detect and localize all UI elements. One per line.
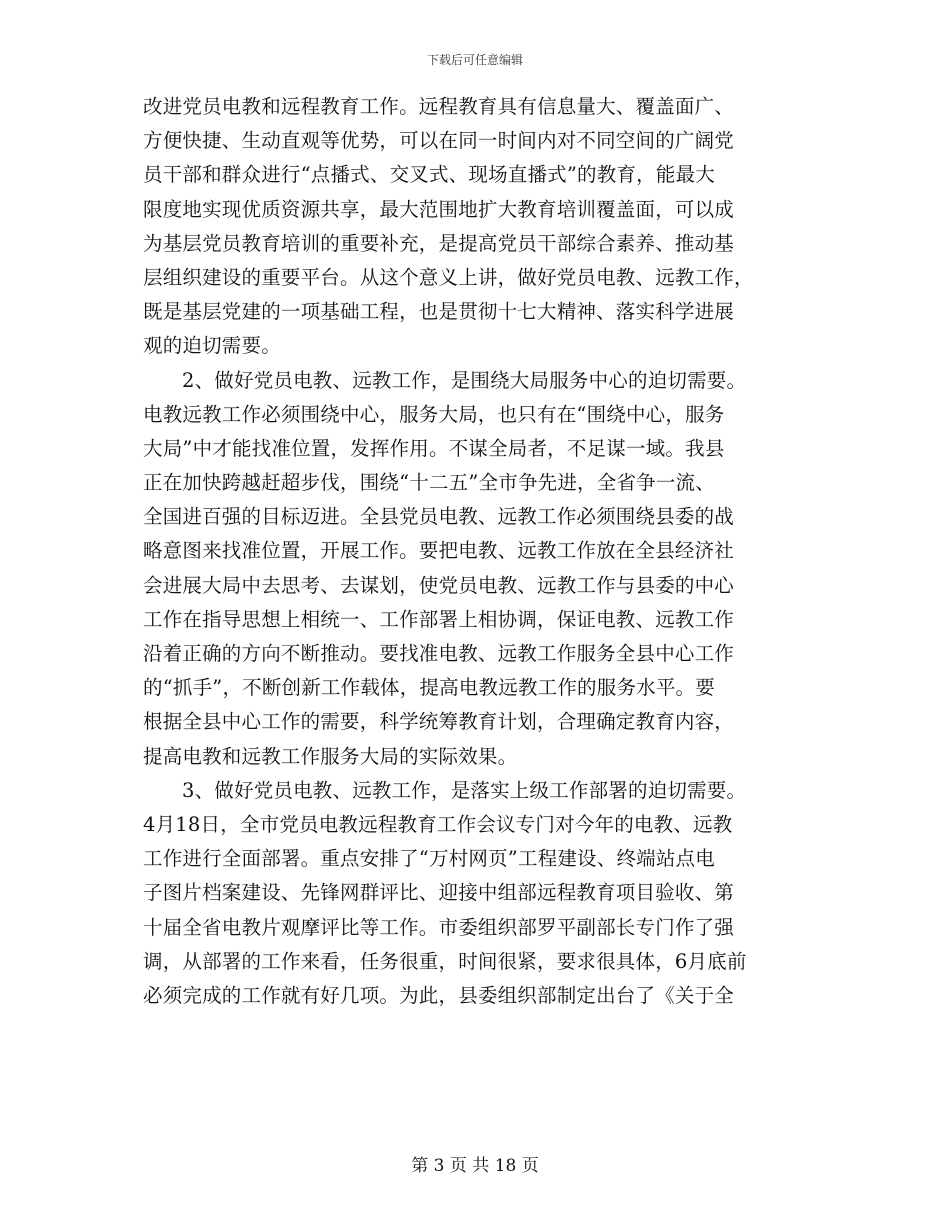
text-line: 沿着正确的方向不断推动。要找准电教、远教工作服务全县中心工作 <box>143 642 735 665</box>
text-line: 改进党员电教和远程教育工作。远程教育具有信息量大、覆盖面广、 <box>143 95 735 118</box>
text-line: 既是基层党建的一项基础工程，也是贯彻十七大精神、落实科学进展 <box>143 300 735 324</box>
paragraph-heading-2: 2、做好党员电教、远教工作，是围绕大局服务中心的迫切需要。 <box>182 368 747 392</box>
text-line: 员干部和群众进行“点播式、交叉式、现场直播式”的教育，能最大 <box>143 163 715 187</box>
text-line: 大局”中才能找准位置，发挥作用。不谋全局者，不足谋一域。我县 <box>143 436 725 460</box>
text-line: 4月18日，全市党员电教远程教育工作会议专门对今年的电教、远教 <box>143 812 733 836</box>
text-line: 必须完成的工作就有好几项。为此，县委组织部制定出台了《关于全 <box>143 983 735 1007</box>
text-line: 为基层党员教育培训的重要补充，是提高党员干部综合素养、推动基 <box>143 231 735 255</box>
page-number-footer: 第 3 页 共 18 页 <box>411 1156 539 1176</box>
text-line: 工作在指导思想上相统一、工作部署上相协调，保证电教、远教工作 <box>143 607 735 631</box>
page-header: 下载后可任意编辑 <box>426 53 523 67</box>
text-line: 电教远教工作必须围绕中心，服务大局，也只有在“围绕中心，服务 <box>143 402 725 426</box>
text-line: 的“抓手”，不断创新工作载体，提高电教远教工作的服务水平。要 <box>143 676 715 700</box>
text-line: 全国进百强的目标迈进。全县党员电教、远教工作必须围绕县委的战 <box>143 505 735 529</box>
paragraph-heading-3: 3、做好党员电教、远教工作，是落实上级工作部署的迫切需要。 <box>182 778 747 802</box>
text-line: 层组织建设的重要平台。从这个意义上讲，做好党员电教、远教工作， <box>143 265 754 289</box>
text-line: 正在加快跨越赶超步伐，围绕“十二五”全市争先进，全省争一流、 <box>143 471 715 495</box>
text-line: 子图片档案建设、先锋网群评比、迎接中组部远程教育项目验收、第 <box>143 881 735 905</box>
text-line: 根据全县中心工作的需要，科学统筹教育计划，合理确定教育内容， <box>143 710 735 734</box>
text-line: 工作进行全面部署。重点安排了“万村网页”工程建设、终端站点电 <box>143 847 715 871</box>
text-line: 调，从部署的工作来看，任务很重，时间很紧，要求很具体，6月底前 <box>143 949 747 973</box>
text-line: 略意图来找准位置，开展工作。要把电教、远教工作放在全县经济社 <box>143 539 735 563</box>
text-line: 十届全省电教片观摩评比等工作。市委组织部罗平副部长专门作了强 <box>143 915 735 939</box>
text-line: 限度地实现优质资源共享，最大范围地扩大教育培训覆盖面，可以成 <box>143 197 735 221</box>
text-line: 提高电教和远教工作服务大局的实际效果。 <box>143 744 518 768</box>
text-line: 观的迫切需要。 <box>143 334 281 358</box>
document-body <box>143 90 803 1013</box>
text-line: 方便快捷、生动直观等优势，可以在同一时间内对不同空间的广阔党 <box>143 129 735 153</box>
text-line: 会进展大局中去思考、去谋划，使党员电教、远教工作与县委的中心 <box>143 573 735 597</box>
